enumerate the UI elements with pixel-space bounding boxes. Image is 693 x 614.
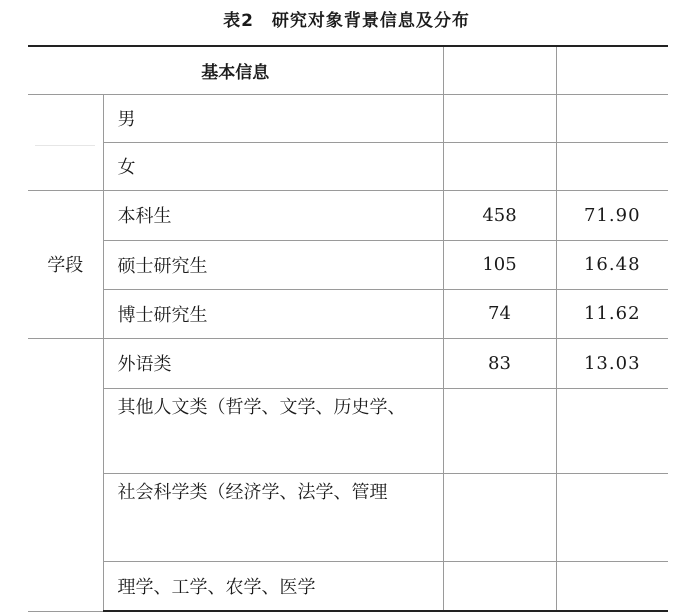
table-row [28,94,668,142]
cell-social-sci-count [443,473,556,561]
gender-group-cell [28,94,103,190]
cell-male-percent [556,94,668,142]
discipline-group-cell [28,338,103,611]
cell-male-count [443,94,556,142]
cell-foreign-lang-percent: 13.03 [556,338,668,388]
header-row [28,46,668,94]
cell-female-percent [556,142,668,190]
row-label-female: 女 [103,142,443,190]
cell-sci-eng-count [443,561,556,611]
header-count [443,46,556,94]
table-row [28,561,668,611]
cell-doctor-percent: 11.62 [556,289,668,338]
row-label-humanities: 其他人文类（哲学、文学、历史学、 [103,388,443,473]
table-row [28,289,668,338]
cell-master-count: 105 [443,240,556,289]
row-label-male: 男 [103,94,443,142]
table-row [28,473,668,561]
table-row [28,338,668,388]
table-title: 表2 研究对象背景信息及分布 [223,11,470,31]
cell-doctor-count: 74 [443,289,556,338]
row-label-sci-eng: 理学、工学、农学、医学 [103,561,443,611]
row-label-master: 硕士研究生 [103,240,443,289]
cell-humanities-count [443,388,556,473]
table-row [28,190,668,240]
cell-foreign-lang-count: 83 [443,338,556,388]
table-row [28,388,668,473]
stage-group-cell: 学段 [28,190,103,338]
background-info-table [28,45,668,612]
row-label-undergrad: 本科生 [103,190,443,240]
row-label-social-sci: 社会科学类（经济学、法学、管理 [103,473,443,561]
table-row [28,142,668,190]
header-percent [556,46,668,94]
cell-undergrad-percent: 71.90 [556,190,668,240]
table-row [28,240,668,289]
row-label-doctor: 博士研究生 [103,289,443,338]
cell-undergrad-count: 458 [443,190,556,240]
cell-social-sci-percent [556,473,668,561]
smudge-line [35,145,95,146]
row-label-foreign-lang: 外语类 [103,338,443,388]
cell-master-percent: 16.48 [556,240,668,289]
cell-female-count [443,142,556,190]
cell-humanities-percent [556,388,668,473]
header-basic-info: 基本信息 [28,46,443,94]
cell-sci-eng-percent [556,561,668,611]
